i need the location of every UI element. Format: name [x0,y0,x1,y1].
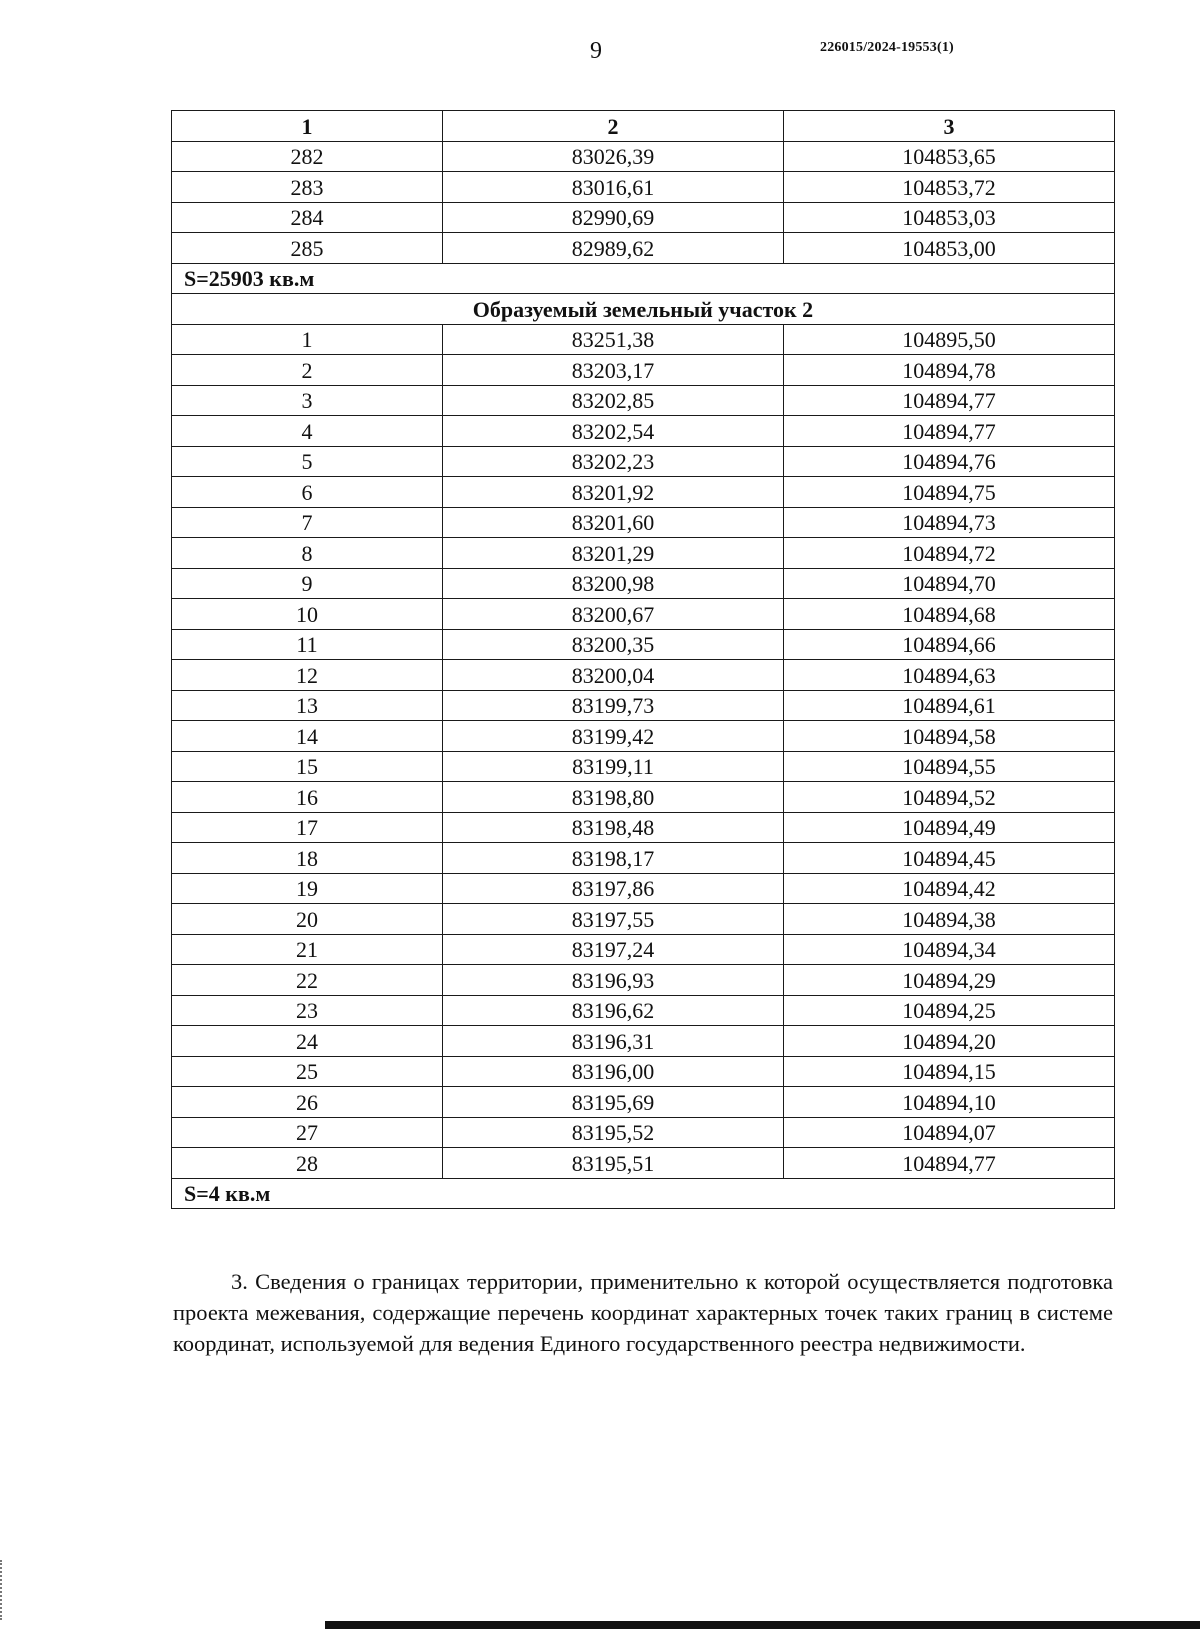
y-coordinate-cell: 104894,20 [784,1026,1115,1057]
x-coordinate-cell: 83202,54 [443,416,784,447]
point-number-cell: 283 [172,172,443,203]
x-coordinate-cell: 83200,35 [443,629,784,660]
table-row [172,934,1115,965]
point-number-cell: 282 [172,141,443,172]
y-coordinate-cell: 104894,70 [784,568,1115,599]
x-coordinate-cell: 83196,93 [443,965,784,996]
point-number-cell: 6 [172,477,443,508]
x-coordinate-cell: 83201,29 [443,538,784,569]
point-number-cell: 18 [172,843,443,874]
point-number-cell: 14 [172,721,443,752]
table-row [172,477,1115,508]
y-coordinate-cell: 104894,63 [784,660,1115,691]
x-coordinate-cell: 83198,80 [443,782,784,813]
point-number-cell: 4 [172,416,443,447]
y-coordinate-cell: 104894,73 [784,507,1115,538]
table-row [172,873,1115,904]
y-coordinate-cell: 104894,72 [784,538,1115,569]
y-coordinate-cell: 104894,66 [784,629,1115,660]
table-header-row [172,111,1115,142]
y-coordinate-cell: 104894,34 [784,934,1115,965]
table-row [172,1087,1115,1118]
point-number-cell: 21 [172,934,443,965]
table-row [172,202,1115,233]
table-row [172,416,1115,447]
column-header: 3 [784,111,1115,142]
x-coordinate-cell: 83202,85 [443,385,784,416]
x-coordinate-cell: 83200,67 [443,599,784,630]
table-row [172,385,1115,416]
y-coordinate-cell: 104894,75 [784,477,1115,508]
point-number-cell: 19 [172,873,443,904]
y-coordinate-cell: 104894,25 [784,995,1115,1026]
table-row [172,995,1115,1026]
x-coordinate-cell: 83196,31 [443,1026,784,1057]
y-coordinate-cell: 104894,15 [784,1056,1115,1087]
point-number-cell: 25 [172,1056,443,1087]
point-number-cell: 12 [172,660,443,691]
y-coordinate-cell: 104894,77 [784,1148,1115,1179]
y-coordinate-cell: 104894,77 [784,385,1115,416]
point-number-cell: 23 [172,995,443,1026]
area-total-1: S=25903 кв.м [172,263,1115,294]
x-coordinate-cell: 83199,11 [443,751,784,782]
point-number-cell: 26 [172,1087,443,1118]
y-coordinate-cell: 104894,58 [784,721,1115,752]
x-coordinate-cell: 83197,55 [443,904,784,935]
table-row [172,1117,1115,1148]
table-row [172,1026,1115,1057]
table-row [172,751,1115,782]
x-coordinate-cell: 83197,86 [443,873,784,904]
table-row [172,1148,1115,1179]
y-coordinate-cell: 104853,65 [784,141,1115,172]
table-row [172,507,1115,538]
x-coordinate-cell: 83199,73 [443,690,784,721]
bottom-scan-rule [325,1621,1200,1629]
point-number-cell: 285 [172,233,443,264]
column-header: 1 [172,111,443,142]
y-coordinate-cell: 104895,50 [784,324,1115,355]
x-coordinate-cell: 83195,52 [443,1117,784,1148]
x-coordinate-cell: 83202,23 [443,446,784,477]
point-number-cell: 17 [172,812,443,843]
y-coordinate-cell: 104894,61 [784,690,1115,721]
x-coordinate-cell: 83251,38 [443,324,784,355]
x-coordinate-cell: 82990,69 [443,202,784,233]
y-coordinate-cell: 104853,72 [784,172,1115,203]
point-number-cell: 8 [172,538,443,569]
y-coordinate-cell: 104894,10 [784,1087,1115,1118]
table-row [172,355,1115,386]
point-number-cell: 11 [172,629,443,660]
x-coordinate-cell: 83201,60 [443,507,784,538]
scan-edge-marks [0,1560,5,1620]
point-number-cell: 5 [172,446,443,477]
table-row [172,324,1115,355]
x-coordinate-cell: 83016,61 [443,172,784,203]
point-number-cell: 15 [172,751,443,782]
y-coordinate-cell: 104894,45 [784,843,1115,874]
x-coordinate-cell: 83201,92 [443,477,784,508]
table-row [172,782,1115,813]
point-number-cell: 20 [172,904,443,935]
y-coordinate-cell: 104894,42 [784,873,1115,904]
coordinates-table [171,110,1115,1209]
table-row [172,629,1115,660]
table-row [172,141,1115,172]
table-row [172,812,1115,843]
y-coordinate-cell: 104894,77 [784,416,1115,447]
table-row [172,1056,1115,1087]
table-row [172,965,1115,996]
table-row [172,660,1115,691]
body-paragraph: 3. Сведения о границах территории, применительно к которой осуществляется подготовка проекта межевания, содержащие перечень координат характерных точек таких границ в системе координат, используемой для ведения Единого государственного реестра недвижимости. [173,1269,1113,1356]
y-coordinate-cell: 104894,76 [784,446,1115,477]
table-row [172,538,1115,569]
y-coordinate-cell: 104894,55 [784,751,1115,782]
point-number-cell: 7 [172,507,443,538]
x-coordinate-cell: 83026,39 [443,141,784,172]
table-row [172,904,1115,935]
point-number-cell: 13 [172,690,443,721]
table-row [172,721,1115,752]
table-row [172,690,1115,721]
section-title-row [172,294,1115,325]
point-number-cell: 16 [172,782,443,813]
x-coordinate-cell: 83203,17 [443,355,784,386]
y-coordinate-cell: 104894,78 [784,355,1115,386]
x-coordinate-cell: 83195,69 [443,1087,784,1118]
area-total-2-row [172,1178,1115,1209]
table-row [172,843,1115,874]
document-id: 226015/2024-19553(1) [820,40,954,55]
point-number-cell: 10 [172,599,443,630]
column-header: 2 [443,111,784,142]
x-coordinate-cell: 83198,48 [443,812,784,843]
point-number-cell: 22 [172,965,443,996]
section-title: Образуемый земельный участок 2 [172,294,1115,325]
y-coordinate-cell: 104894,52 [784,782,1115,813]
x-coordinate-cell: 83197,24 [443,934,784,965]
point-number-cell: 24 [172,1026,443,1057]
area-total-2: S=4 кв.м [172,1178,1115,1209]
table-row [172,233,1115,264]
area-total-1-row [172,263,1115,294]
y-coordinate-cell: 104894,68 [784,599,1115,630]
x-coordinate-cell: 83198,17 [443,843,784,874]
y-coordinate-cell: 104894,07 [784,1117,1115,1148]
y-coordinate-cell: 104894,29 [784,965,1115,996]
point-number-cell: 1 [172,324,443,355]
x-coordinate-cell: 83196,00 [443,1056,784,1087]
table-row [172,568,1115,599]
point-number-cell: 3 [172,385,443,416]
x-coordinate-cell: 82989,62 [443,233,784,264]
x-coordinate-cell: 83196,62 [443,995,784,1026]
x-coordinate-cell: 83195,51 [443,1148,784,1179]
page-number: 9 [590,38,602,64]
y-coordinate-cell: 104894,38 [784,904,1115,935]
x-coordinate-cell: 83200,04 [443,660,784,691]
point-number-cell: 9 [172,568,443,599]
x-coordinate-cell: 83199,42 [443,721,784,752]
x-coordinate-cell: 83200,98 [443,568,784,599]
point-number-cell: 27 [172,1117,443,1148]
table-row [172,599,1115,630]
table-row [172,172,1115,203]
point-number-cell: 28 [172,1148,443,1179]
point-number-cell: 2 [172,355,443,386]
y-coordinate-cell: 104894,49 [784,812,1115,843]
y-coordinate-cell: 104853,03 [784,202,1115,233]
point-number-cell: 284 [172,202,443,233]
y-coordinate-cell: 104853,00 [784,233,1115,264]
table-row [172,446,1115,477]
